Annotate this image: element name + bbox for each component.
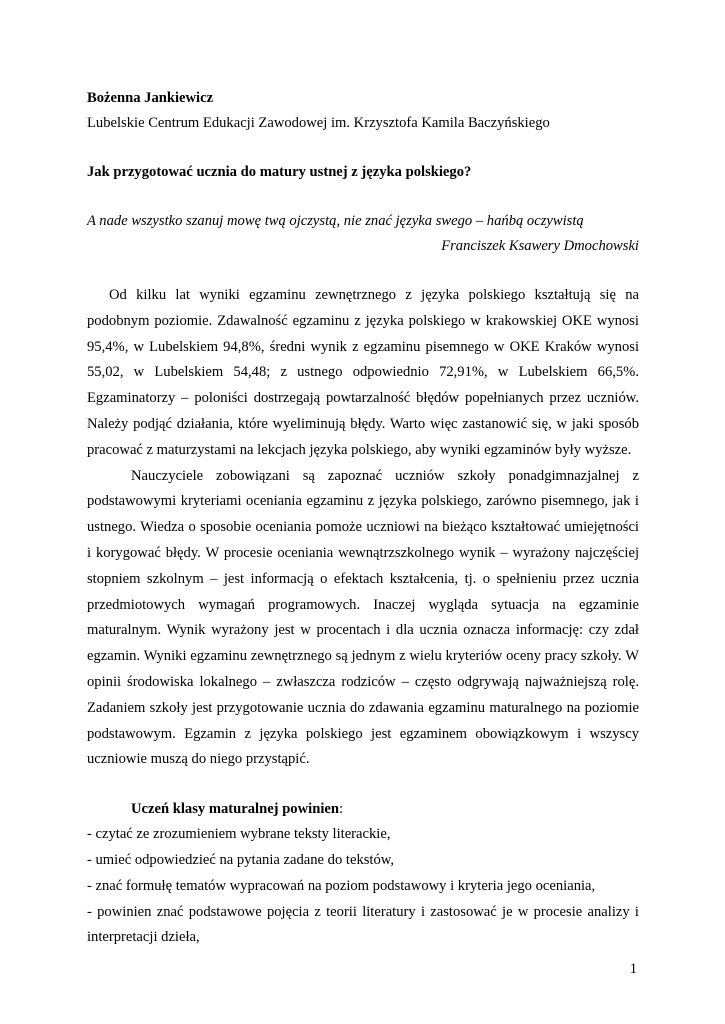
list-item: - znać formułę tematów wypracowań na poziom podstawowy i kryteria jego oceniania, <box>87 877 596 894</box>
epigraph-quote: A nade wszystko szanuj mowę twą ojczystą, nie znać języka swego – hańbą oczywistą <box>87 213 584 229</box>
body-paragraph: Od kilku lat wyniki egzaminu zewnętrznego z języka polskiego kształtują się na podobnym poziomie. Zdawalność egzaminu z języka polskiego w krakowskiej OKE wynosi 95,4%, w Lubelskiem 94,8%, średni wynik z egzaminu pisemnego w OKE Kraków wynosi 55,02, w Lubelskiem 54,48; z ustnego odpowiednio 72,91%, w Lubelskiem 66,5%. Egzaminatorzy – poloniści dostrzegają powtarzalność błędów popełnianych przez uczniów. Należy podjąć działania, które wyeliminują błędy. Warto więc zastanowić się, w jaki sposób pracować z maturzystami na lekcjach języka polskiego, aby wyniki egzaminów były wyższe. <box>87 287 639 458</box>
list-item: - umieć odpowiedzieć na pytania zadane do tekstów, <box>87 851 395 868</box>
body-paragraph: Nauczyciele zobowiązani są zapoznać uczniów szkoły ponadgimnazjalnej z podstawowymi kryteriami oceniania egzaminu z języka polskiego, zarówno pisemnego, jak i ustnego. Wiedza o sposobie oceniania pomoże uczniowi na bieżąco kształtować umiejętności i korygować błędy. W procesie oceniania wewnątrzszkolnego wynik – wyrażony najczęściej stopniem szkolnym – jest informacją o efektach kształcenia, tj. o spełnieniu przez ucznia przedmiotowych wymagań programowych. Inaczej wygląda sytuacja na egzaminie maturalnym. Wynik wyrażony jest w procentach i dla ucznia oznacza informację: czy zdał egzamin. Wyniki egzaminu zewnętrznego są jednym z wielu kryteriów oceny pracy szkoły. W opinii środowiska lokalnego – zwłaszcza rodziców – często odgrywają najważniejszą rolę. Zadaniem szkoły jest przygotowanie ucznia do zdawania egzaminu maturalnego na poziomie podstawowym. Egzamin z języka polskiego jest egzaminem obowiązkowym i wszyscy uczniowie muszą do niego przystąpić. <box>87 467 639 768</box>
list-item: - powinien znać podstawowe pojęcia z teorii literatury i zastosować je w procesie analizy i interpretacji dzieła, <box>87 903 639 946</box>
epigraph-attribution: Franciszek Ksawery Dmochowski <box>441 238 639 254</box>
document-page <box>87 86 639 951</box>
author-name: Bożenna Jankiewicz <box>87 90 214 106</box>
institution-name: Lubelskie Centrum Edukacji Zawodowej im. Krzysztofa Kamila Baczyńskiego <box>87 115 550 131</box>
requirements-heading-line <box>87 797 639 822</box>
document-title: Jak przygotować ucznia do matury ustnej z języka polskiego? <box>87 164 472 180</box>
list-item: - czytać ze zrozumieniem wybrane teksty literackie, <box>87 826 391 843</box>
requirements-list <box>87 822 639 951</box>
requirements-heading: Uczeń klasy maturalnej powinien <box>131 801 339 818</box>
page-number: 1 <box>629 961 637 977</box>
requirements-heading-colon: : <box>338 801 344 818</box>
